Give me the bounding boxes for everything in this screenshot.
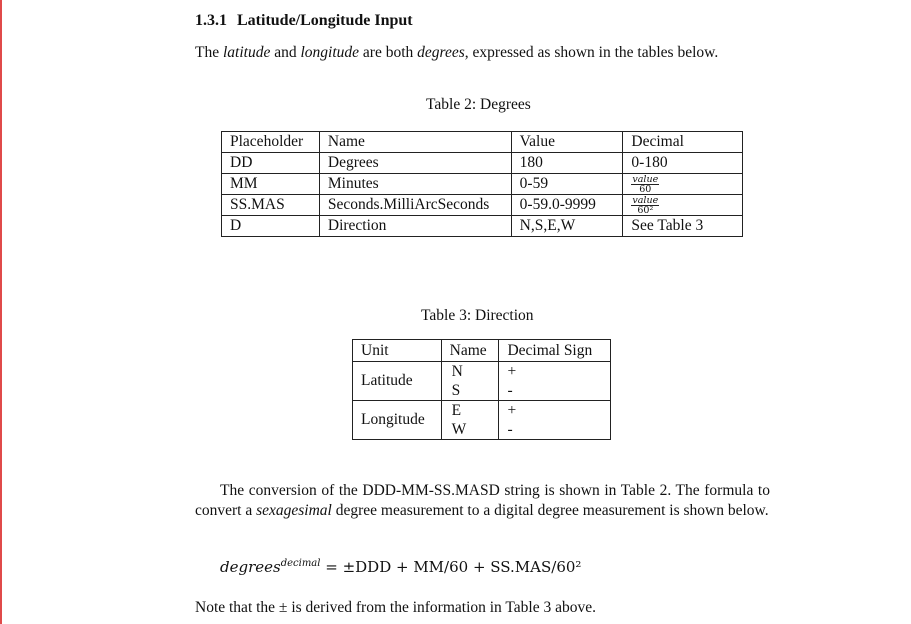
intro-degrees-term: degrees — [417, 44, 465, 61]
unit-cell: Longitude — [353, 401, 442, 440]
column-header: Decimal Sign — [499, 340, 611, 362]
table3-caption: Table 3: Direction — [421, 307, 534, 324]
table-row — [222, 195, 743, 216]
column-header: Name — [319, 132, 511, 153]
paragraph-text: The conversion of the DDD-MM-SS.MASD string is shown in Table 2. The formula to convert a — [195, 482, 770, 519]
direction-name: E — [441, 401, 499, 421]
table-row — [353, 401, 611, 421]
fraction-numerator: value — [632, 194, 659, 206]
table-row — [222, 216, 743, 237]
intro-longitude-term: longitude — [300, 44, 360, 61]
fraction-denominator: 60 — [639, 183, 652, 195]
page-margin-rule — [0, 0, 2, 624]
table-header-row — [353, 340, 611, 362]
table-cell: N,S,E,W — [511, 216, 623, 237]
decimal-sign: - — [499, 420, 611, 440]
table-cell: See Table 3 — [623, 216, 743, 237]
conversion-paragraph — [195, 481, 770, 521]
table-header-row — [222, 132, 743, 153]
table-cell: Degrees — [319, 153, 511, 174]
column-header: Name — [441, 340, 499, 362]
equation-superscript: decimal — [280, 558, 321, 569]
section-title: Latitude/Longitude Input — [237, 12, 413, 29]
table-cell: 0-180 — [623, 153, 743, 174]
decimal-sign: - — [499, 381, 611, 401]
table-cell: SS.MAS — [222, 195, 320, 216]
table-cell: DD — [222, 153, 320, 174]
column-header: Decimal — [623, 132, 743, 153]
equation-lhs: degrees — [220, 558, 281, 576]
table-row — [222, 174, 743, 195]
column-header: Unit — [353, 340, 442, 362]
column-header: Value — [511, 132, 623, 153]
sexagesimal-term: sexagesimal — [256, 502, 332, 519]
fraction — [631, 175, 659, 194]
equation-rhs: = ±DDD + MM/60 + SS.MAS/60² — [320, 558, 582, 576]
direction-name: S — [441, 381, 499, 401]
direction-name: N — [441, 362, 499, 382]
direction-table — [352, 339, 611, 440]
section-number: 1.3.1 — [195, 12, 227, 29]
column-header: Placeholder — [222, 132, 320, 153]
conversion-equation — [220, 558, 581, 576]
table-cell: 180 — [511, 153, 623, 174]
table-cell: MM — [222, 174, 320, 195]
table-cell: 0-59 — [511, 174, 623, 195]
note-paragraph: Note that the ± is derived from the information in Table 3 above. — [195, 599, 596, 616]
table2-caption: Table 2: Degrees — [426, 96, 531, 113]
fraction-cell — [623, 174, 743, 195]
fraction-numerator: value — [632, 173, 659, 185]
table-cell: Seconds.MilliArcSeconds — [319, 195, 511, 216]
intro-text: , expressed as shown in the tables below. — [464, 44, 719, 61]
section-heading — [195, 12, 413, 30]
direction-name: W — [441, 420, 499, 440]
intro-text: and — [270, 44, 301, 61]
unit-cell: Latitude — [353, 362, 442, 401]
table-cell: 0-59.0-9999 — [511, 195, 623, 216]
fraction-cell — [623, 195, 743, 216]
table-cell: D — [222, 216, 320, 237]
intro-text: The — [195, 44, 223, 61]
decimal-sign: + — [499, 401, 611, 421]
intro-text: are both — [359, 44, 418, 61]
paragraph-text: degree measurement to a digital degree measurement is shown below. — [331, 502, 769, 519]
table-row — [353, 362, 611, 382]
decimal-sign: + — [499, 362, 611, 382]
intro-latitude-term: latitude — [222, 44, 271, 61]
table-cell: Direction — [319, 216, 511, 237]
fraction-denominator: 60² — [637, 204, 654, 216]
intro-paragraph — [195, 44, 718, 62]
table-row — [222, 153, 743, 174]
degrees-table — [221, 131, 743, 237]
table-cell: Minutes — [319, 174, 511, 195]
fraction — [631, 196, 659, 215]
